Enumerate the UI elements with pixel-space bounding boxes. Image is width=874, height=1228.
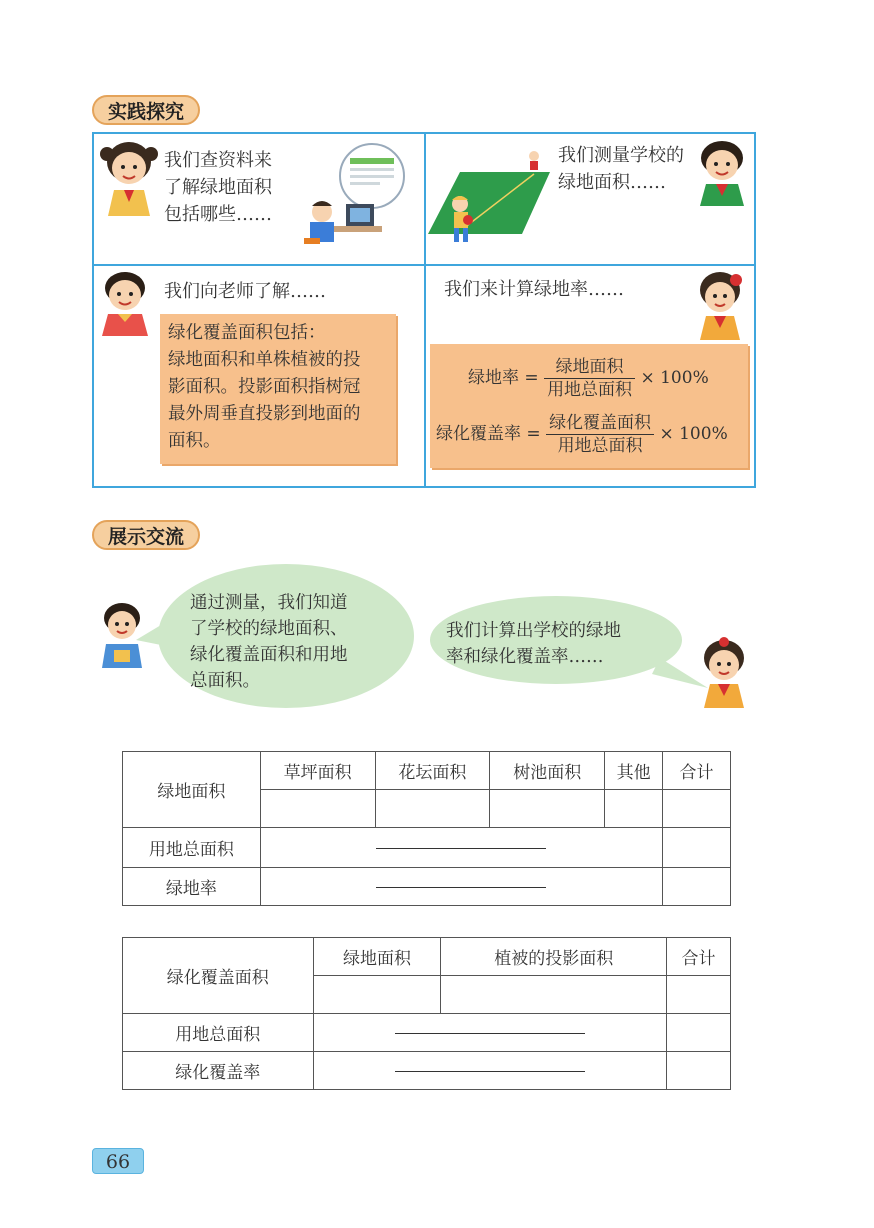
panel2-text: 我们测量学校的 绿地面积…… (558, 145, 684, 193)
formula1-label: 绿地率 = (468, 368, 539, 388)
col-total: 合计 (663, 752, 731, 790)
cell-flowerbed-input[interactable] (375, 790, 490, 828)
computer-research-icon (298, 142, 416, 246)
cover-rate-formula (436, 412, 728, 457)
panel3-text: 我们向老师了解…… (164, 281, 326, 302)
cell-other-input[interactable] (605, 790, 663, 828)
col-tree-pit-area: 树池面积 (490, 752, 605, 790)
formula2-numerator: 绿化覆盖面积 (546, 412, 654, 435)
cell-lawn-input[interactable] (260, 790, 375, 828)
row-label-cover-rate: 绿化覆盖率 (123, 1052, 314, 1090)
cell-tree-pit-input[interactable] (490, 790, 605, 828)
row-label-green-area: 绿地面积 (123, 752, 261, 828)
formula-box (430, 344, 748, 468)
cell-total-land-extra[interactable] (667, 1014, 731, 1052)
section-title-practice: 实践探究 (92, 95, 200, 125)
row-label-total-land: 用地总面积 (123, 1014, 314, 1052)
cell-total-land-input[interactable] (313, 1014, 667, 1052)
col-lawn-area: 草坪面积 (260, 752, 375, 790)
formula1-factor: × 100% (640, 368, 709, 388)
col-projection-area: 植被的投影面积 (441, 938, 667, 976)
blank-line (376, 848, 546, 849)
girl-pointing-icon (690, 270, 750, 340)
cell-total-input[interactable] (663, 790, 731, 828)
row-label-cover-area: 绿化覆盖面积 (123, 938, 314, 1014)
girl-character-icon (98, 140, 160, 216)
row-label-total-land: 用地总面积 (123, 828, 261, 868)
row-label-green-rate: 绿地率 (123, 868, 261, 906)
col-total: 合计 (667, 938, 731, 976)
formula2-denominator: 用地总面积 (557, 436, 643, 456)
field-measuring-icon (424, 140, 556, 252)
cell-green-rate-extra[interactable] (663, 868, 731, 906)
left-bubble-text: 通过测量，我们知道 了学校的绿地面积、 绿化覆盖面积和用地 总面积。 (190, 593, 348, 691)
green-area-table (122, 751, 731, 906)
panel1-text: 我们查资料来 了解绿地面积 包括哪些…… (164, 150, 272, 225)
formula1-denominator: 用地总面积 (547, 380, 633, 400)
formula2-factor: × 100% (659, 424, 728, 444)
cell-cover-rate-extra[interactable] (667, 1052, 731, 1090)
cell-projection-input[interactable] (441, 976, 667, 1014)
cell-total-land-extra[interactable] (663, 828, 731, 868)
green-rate-formula (468, 356, 709, 401)
cell-cover-rate-input[interactable] (313, 1052, 667, 1090)
cell-green-rate-input[interactable] (260, 868, 662, 906)
right-bubble-text: 我们计算出学校的绿地 率和绿化覆盖率…… (446, 621, 621, 667)
panel4-text: 我们来计算绿地率…… (444, 279, 624, 300)
formula1-fraction (544, 356, 635, 401)
blank-line (395, 1033, 585, 1034)
cell-cover-total-input[interactable] (667, 976, 731, 1014)
blank-line (376, 887, 546, 888)
formula1-numerator: 绿地面积 (544, 356, 635, 379)
formula2-fraction (546, 412, 654, 457)
col-flowerbed-area: 花坛面积 (375, 752, 490, 790)
grid-divider-horizontal (94, 264, 754, 266)
blank-line (395, 1071, 585, 1072)
section-title-exchange: 展示交流 (92, 520, 200, 550)
formula2-label: 绿化覆盖率 = (436, 424, 541, 444)
greening-note-box: 绿化覆盖面积包括： 绿地面积和单株植被的投 影面积。投影面积指树冠 最外周垂直投影到地面的 面积。 (160, 314, 396, 464)
girl-speaker-icon (692, 636, 756, 708)
col-green-area: 绿地面积 (313, 938, 441, 976)
col-other: 其他 (605, 752, 663, 790)
page-number: 66 (92, 1148, 144, 1174)
boy-character-icon (692, 138, 754, 206)
cell-green-area-input[interactable] (313, 976, 441, 1014)
cell-total-land-input[interactable] (260, 828, 662, 868)
boy-teacher-icon (96, 270, 154, 336)
green-cover-table (122, 937, 731, 1090)
